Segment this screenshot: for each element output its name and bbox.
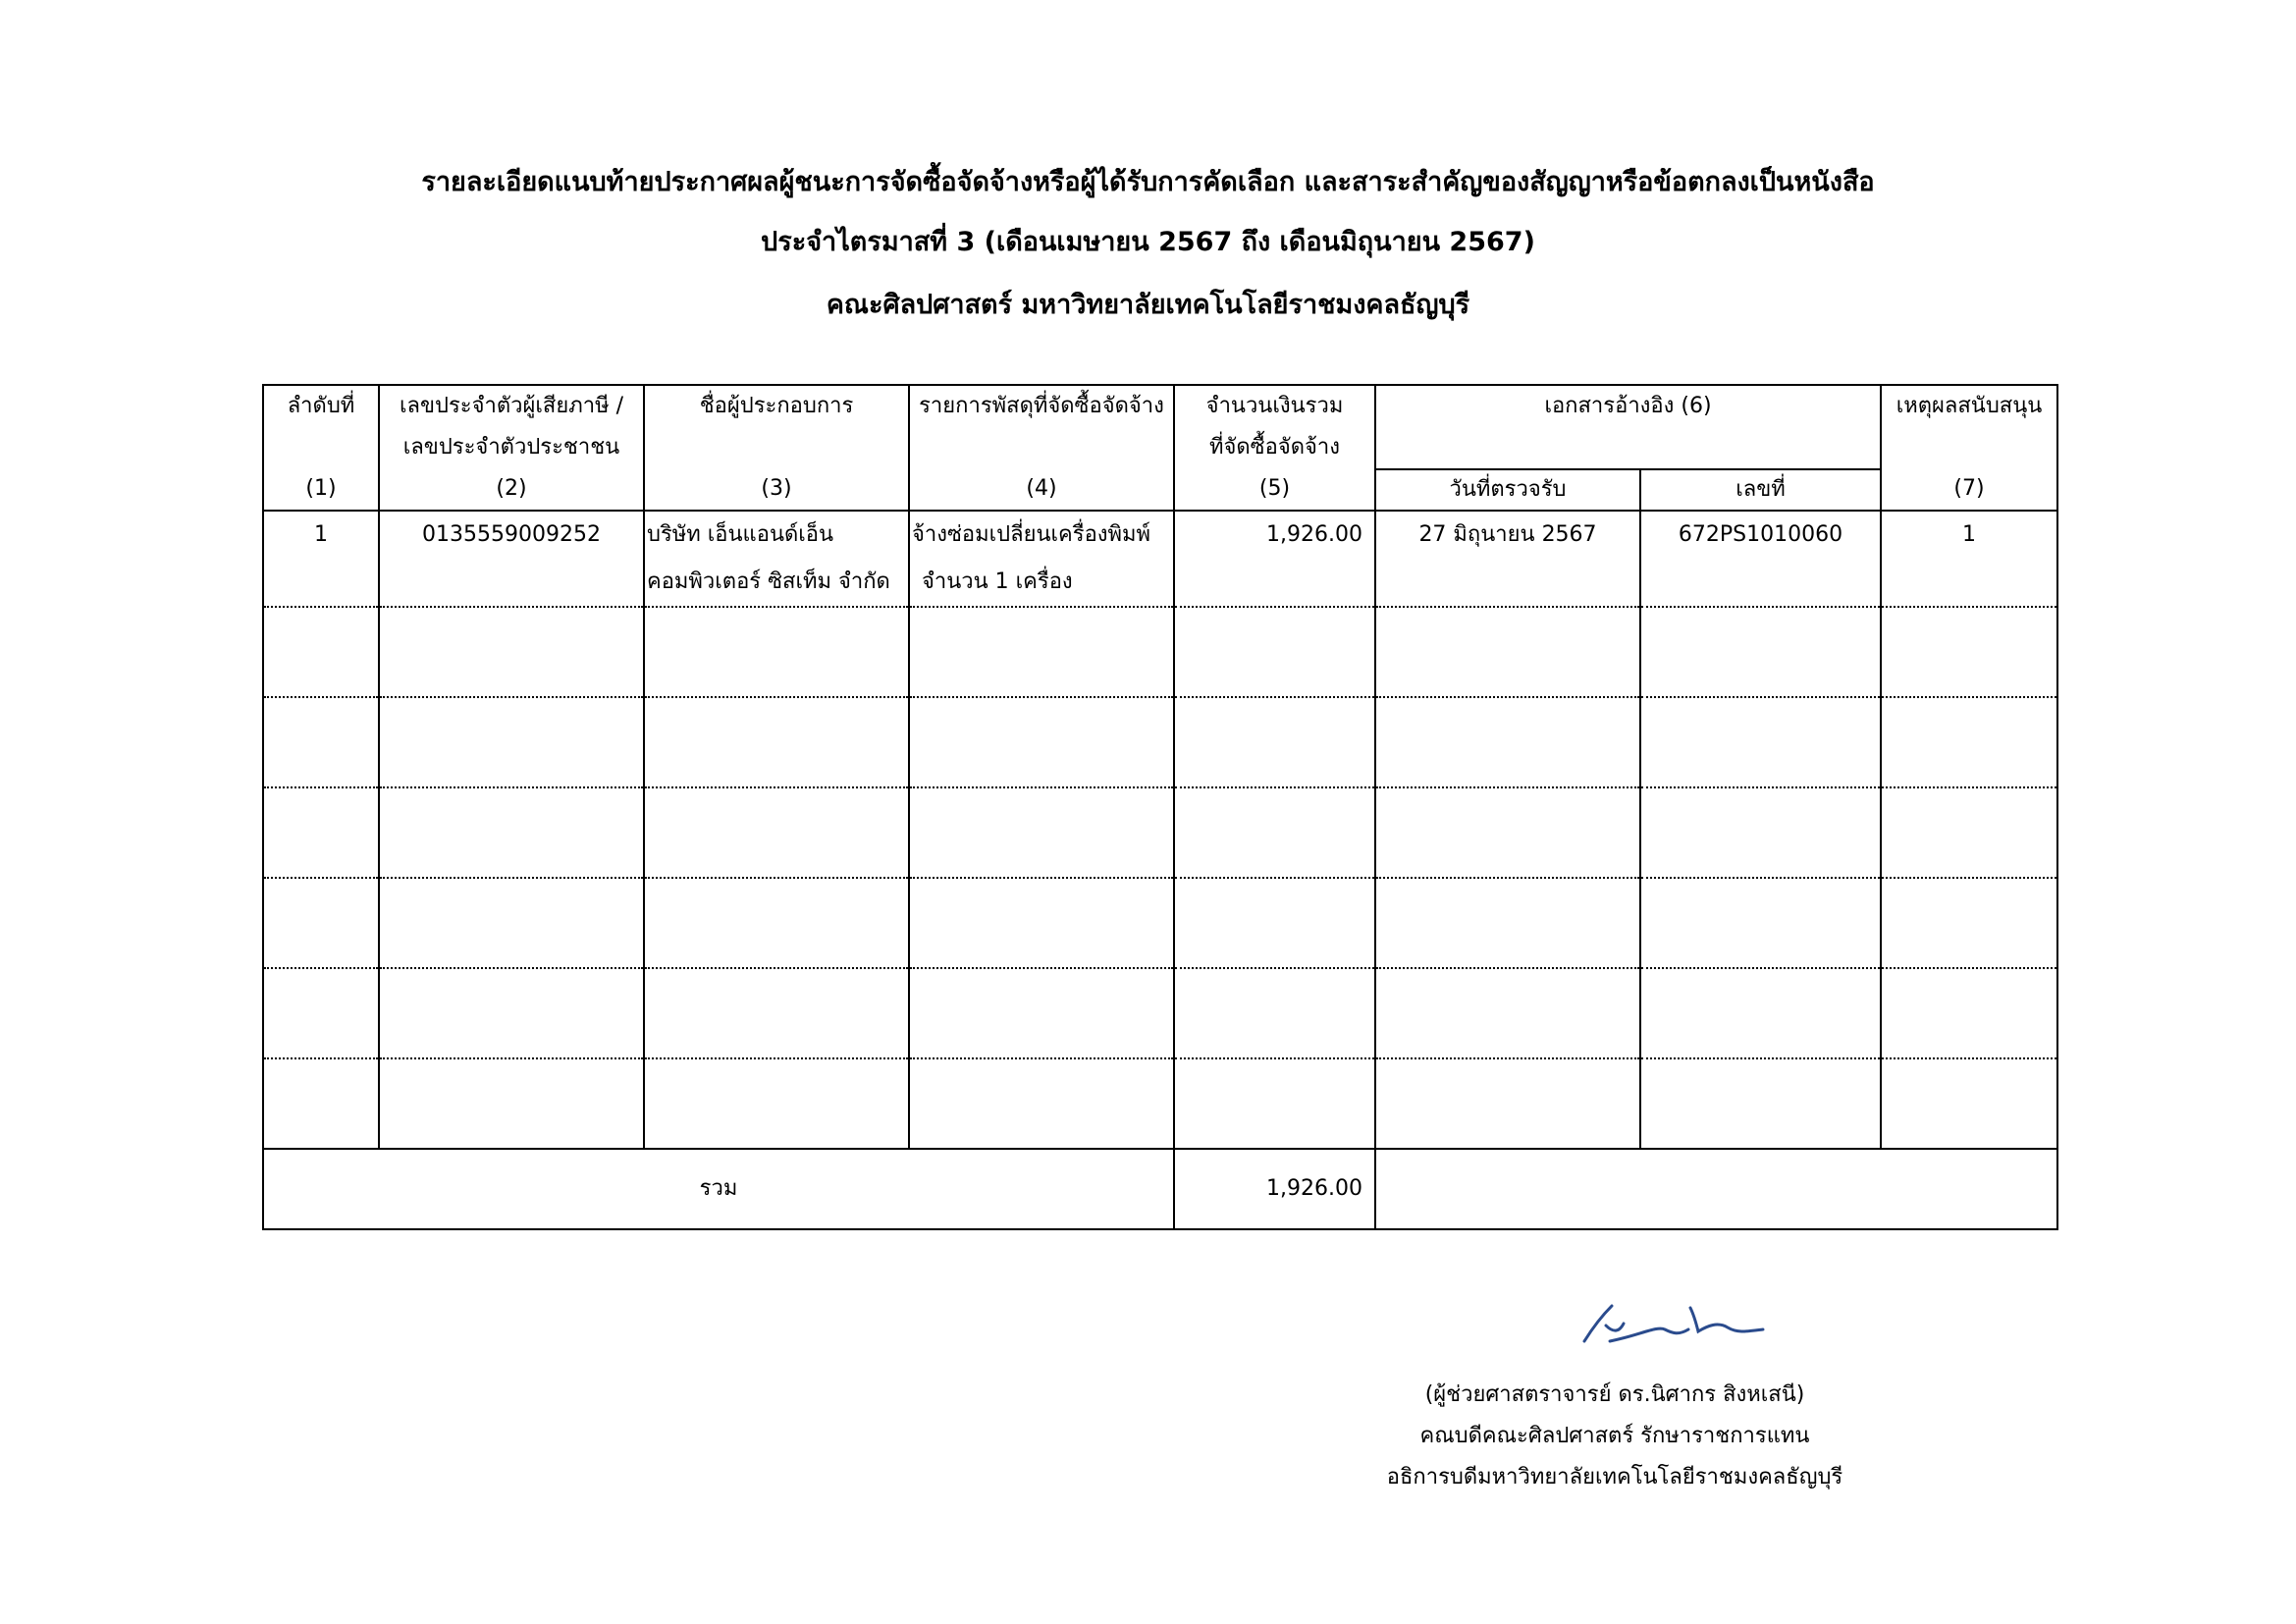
document-organization: คณะศิลปศาสตร์ มหาวิทยาลัยเทคโนโลยีราชมงคลธัญบุรี (826, 290, 1470, 320)
table-row-empty (263, 607, 2057, 697)
cell-item (909, 511, 1174, 607)
cell-doc-number: 672PS1010060 (1640, 511, 1881, 607)
cell-amount: 1,926.00 (1174, 511, 1375, 607)
cell-no: 1 (263, 511, 379, 607)
col-header-tax-id (379, 385, 644, 469)
cell-vendor-line1: บริษัท เอ็นแอนด์เอ็น (647, 522, 834, 547)
cell-tax-id: 0135559009252 (379, 511, 644, 607)
col-number-5: (5) (1174, 469, 1375, 511)
col-number-2: (2) (379, 469, 644, 511)
col-header-doc-number: เลขที่ (1640, 469, 1881, 511)
table-total-row (263, 1149, 2057, 1229)
col-number-4: (4) (909, 469, 1174, 511)
signatory-position-2: อธิการบดีมหาวิทยาลัยเทคโนโลยีราชมงคลธัญบุรี (1386, 1465, 1843, 1489)
col-header-reference: เอกสารอ้างอิง (6) (1375, 385, 1881, 469)
col-header-amount-line1: จำนวนเงินรวม (1205, 394, 1344, 418)
document-period: ประจำไตรมาสที่ 3 (เดือนเมษายน 2567 ถึง เดือนมิถุนายน 2567) (761, 227, 1535, 257)
col-number-1: (1) (263, 469, 379, 511)
cell-item-line1: จ้างซ่อมเปลี่ยนเครื่องพิมพ์ (912, 522, 1151, 547)
col-header-vendor: ชื่อผู้ประกอบการ (644, 385, 909, 469)
col-header-item: รายการพัสดุที่จัดซื้อจัดจ้าง (909, 385, 1174, 469)
table-row (263, 511, 2057, 607)
table-row-empty (263, 787, 2057, 878)
total-amount: 1,926.00 (1174, 1149, 1375, 1229)
total-empty-cell (1375, 1149, 2057, 1229)
document-title: รายละเอียดแนบท้ายประกาศผลผู้ชนะการจัดซื้อจัดจ้างหรือผู้ได้รับการคัดเลือก และสาระสำคัญของสัญญาหรือข้อตกลงเป็นหนังสือ (421, 167, 1875, 197)
col-header-inspection-date: วันที่ตรวจรับ (1375, 469, 1640, 511)
col-header-no: ลำดับที่ (263, 385, 379, 469)
table-row-empty (263, 968, 2057, 1058)
table-row-empty (263, 697, 2057, 787)
cell-vendor-line2: คอมพิวเตอร์ ซิสเท็ม จำกัด (647, 569, 890, 594)
col-header-amount (1174, 385, 1375, 469)
col-header-reason: เหตุผลสนับสนุน (1881, 385, 2057, 469)
col-header-amount-line2: ที่จัดซื้อจัดจ้าง (1209, 435, 1340, 460)
procurement-table (262, 384, 2058, 1230)
signatory-position-1: คณบดีคณะศิลปศาสตร์ รักษาราชการแทน (1419, 1424, 1810, 1448)
cell-reason: 1 (1881, 511, 2057, 607)
cell-inspection-date: 27 มิถุนายน 2567 (1375, 511, 1640, 607)
total-label: รวม (263, 1149, 1174, 1229)
cell-vendor (644, 511, 909, 607)
table-row-empty (263, 1058, 2057, 1149)
signature-image (1571, 1296, 1787, 1355)
signatory-name: (ผู้ช่วยศาสตราจารย์ ดร.นิศากร สิงหเสนี) (1424, 1382, 1805, 1407)
table-row-empty (263, 878, 2057, 968)
col-header-tax-id-line1: เลขประจำตัวผู้เสียภาษี / (399, 394, 623, 418)
cell-item-line2: จำนวน 1 เครื่อง (922, 569, 1073, 594)
col-header-tax-id-line2: เลขประจำตัวประชาชน (402, 435, 620, 460)
col-number-7: (7) (1881, 469, 2057, 511)
col-number-3: (3) (644, 469, 909, 511)
